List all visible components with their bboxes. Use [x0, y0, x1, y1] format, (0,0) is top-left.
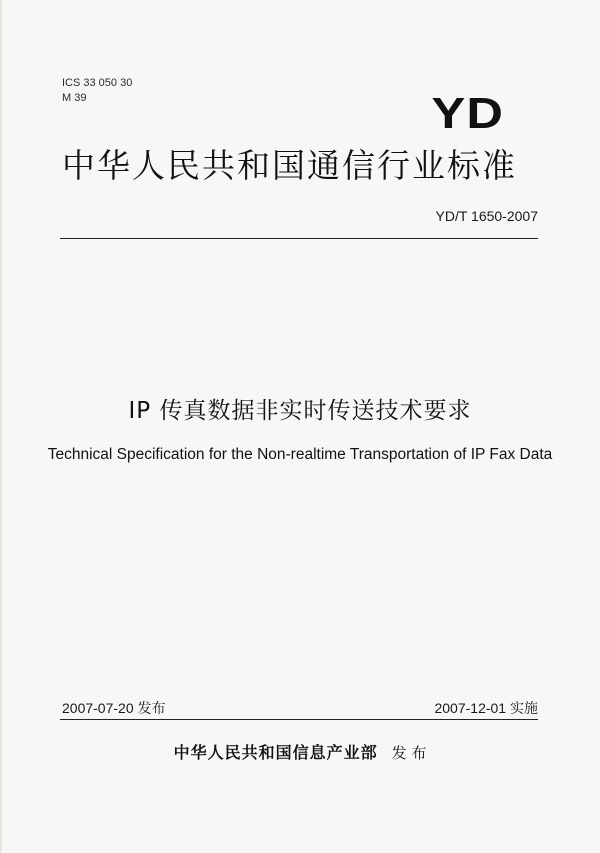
page-edge: [0, 0, 2, 853]
document-title-cn: IP 传真数据非实时传送技术要求: [128, 398, 472, 424]
ccs-code: M 39: [62, 92, 87, 104]
yd-logo: YD: [431, 89, 504, 138]
organization-title: 中华人民共和国通信行业标准: [62, 146, 517, 185]
publisher: [0, 740, 600, 763]
publisher-org: 中华人民共和国信息产业部: [173, 743, 378, 762]
implementation-date: 2007-12-01 实施: [434, 700, 538, 716]
document-title-en: Technical Specification for the Non-realtime Transportation of IP Fax Data: [47, 446, 553, 463]
ics-code: ICS 33 050 30: [62, 77, 133, 89]
publisher-action: 发 布: [391, 744, 427, 762]
issue-date: 2007-07-20 发布: [62, 700, 166, 716]
footer-divider: [60, 719, 538, 720]
standard-number: YD/T 1650-2007: [435, 208, 538, 224]
header-divider: [60, 238, 538, 239]
